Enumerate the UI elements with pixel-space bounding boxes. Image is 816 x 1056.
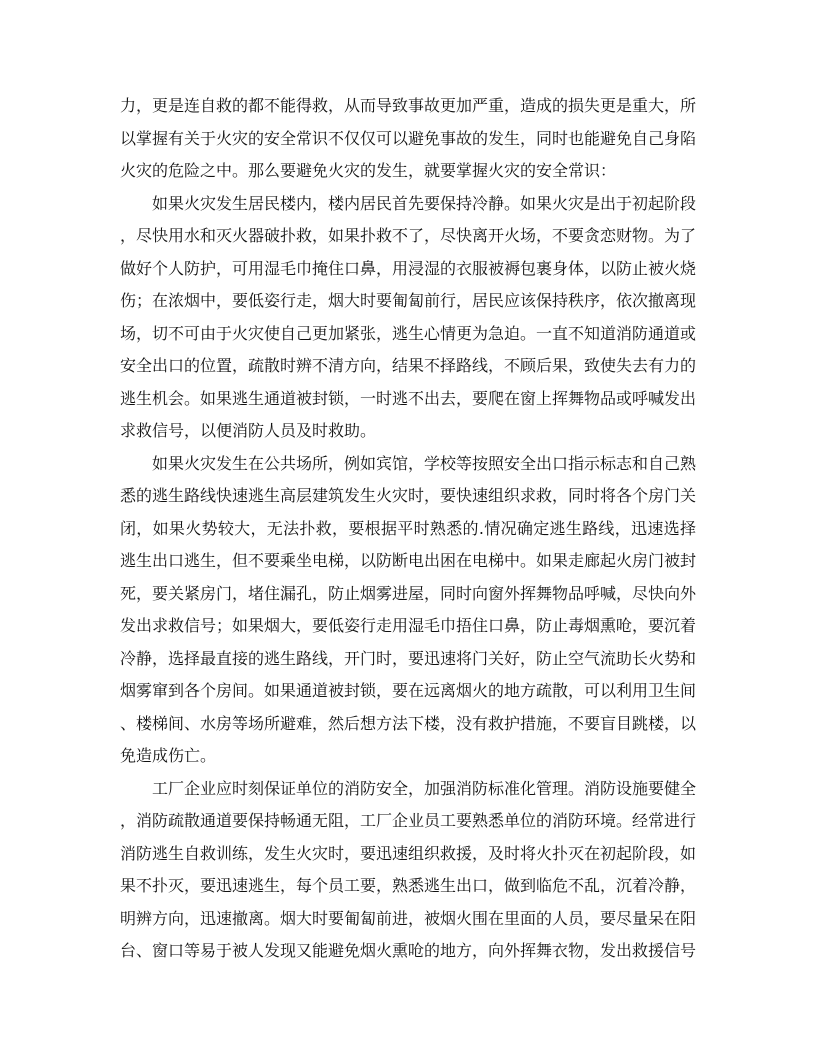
paragraph-2: 如果火灾发生居民楼内，楼内居民首先要保持冷静。如果火灾是出于初起阶段，尽快用水和灭火器破扑救，如果扑救不了，尽快离开火场，不要贪恋财物。为了做好个人防护，可用湿毛巾掩住口鼻，用浸湿的衣服被褥包裹身体，以防止被火烧伤；在浓烟中，要低姿行走，烟大时要匍匐前行，居民应该保持秩序，依次撤离现场，切不可由于火灾使自己更加紧张，逃生心情更为急迫。一直不知道消防通道或安全出口的位置，疏散时辨不清方向，结果不择路线，不顾后果，致使失去有力的逃生机会。如果逃生通道被封锁，一时逃不出去，要爬在窗上挥舞物品或呼喊发出求救信号，以便消防人员及时救助。: [120, 193, 697, 440]
paragraph-4: 工厂企业应时刻保证单位的消防安全，加强消防标准化管理。消防设施要健全，消防疏散通道要保持畅通无阻，工厂企业员工要熟悉单位的消防环境。经常进行消防逃生自救训练，发生火灾时，要迅速组织救援，及时将火扑灭在初起阶段，如果不扑灭，要迅速逃生，每个员工要，熟悉逃生出口，做到临危不乱，沉着冷静，明辨方向，迅速撤离。烟大时要匍匐前进，被烟火围在里面的人员，要尽量呆在阳台、窗口等易于被人发现又能避免烟火熏呛的地方，向外挥舞衣物，发出救援信号: [120, 778, 697, 960]
paragraph-3: 如果火灾发生在公共场所，例如宾馆，学校等按照安全出口指示标志和自己熟悉的逃生路线快速逃生高层建筑发生火灾时，要快速组织求救，同时将各个房门关闭，如果火势较大，无法扑救，要根据平时熟悉的.情况确定逃生路线，迅速选择逃生出口逃生，但不要乘坐电梯，以防断电出困在电梯中。如果走廊起火房门被封死，要关紧房门，堵住漏孔，防止烟雾进屋，同时向窗外挥舞物品呼喊，尽快向外发出求救信号；如果烟大，要低姿行走用湿毛巾捂住口鼻，防止毒烟熏呛，要沉着冷静，选择最直接的逃生路线，开门时，要迅速将门关好，防止空气流助长火势和烟雾窜到各个房间。如果通道被封锁，要在远离烟火的地方疏散，可以利用卫生间、楼梯间、水房等场所避难，然后想方法下楼，没有救护措施，不要盲目跳楼，以免造成伤亡。: [120, 453, 697, 765]
document-page: [120, 90, 696, 968]
paragraph-1: 力，更是连自救的都不能得救，从而导致事故更加严重，造成的损失更是重大，所以掌握有关于火灾的安全常识不仅仅可以避免事故的发生，同时也能避免自己身陷火灾的危险之中。那么要避免火灾的发生，就要掌握火灾的安全常识：: [120, 96, 697, 180]
